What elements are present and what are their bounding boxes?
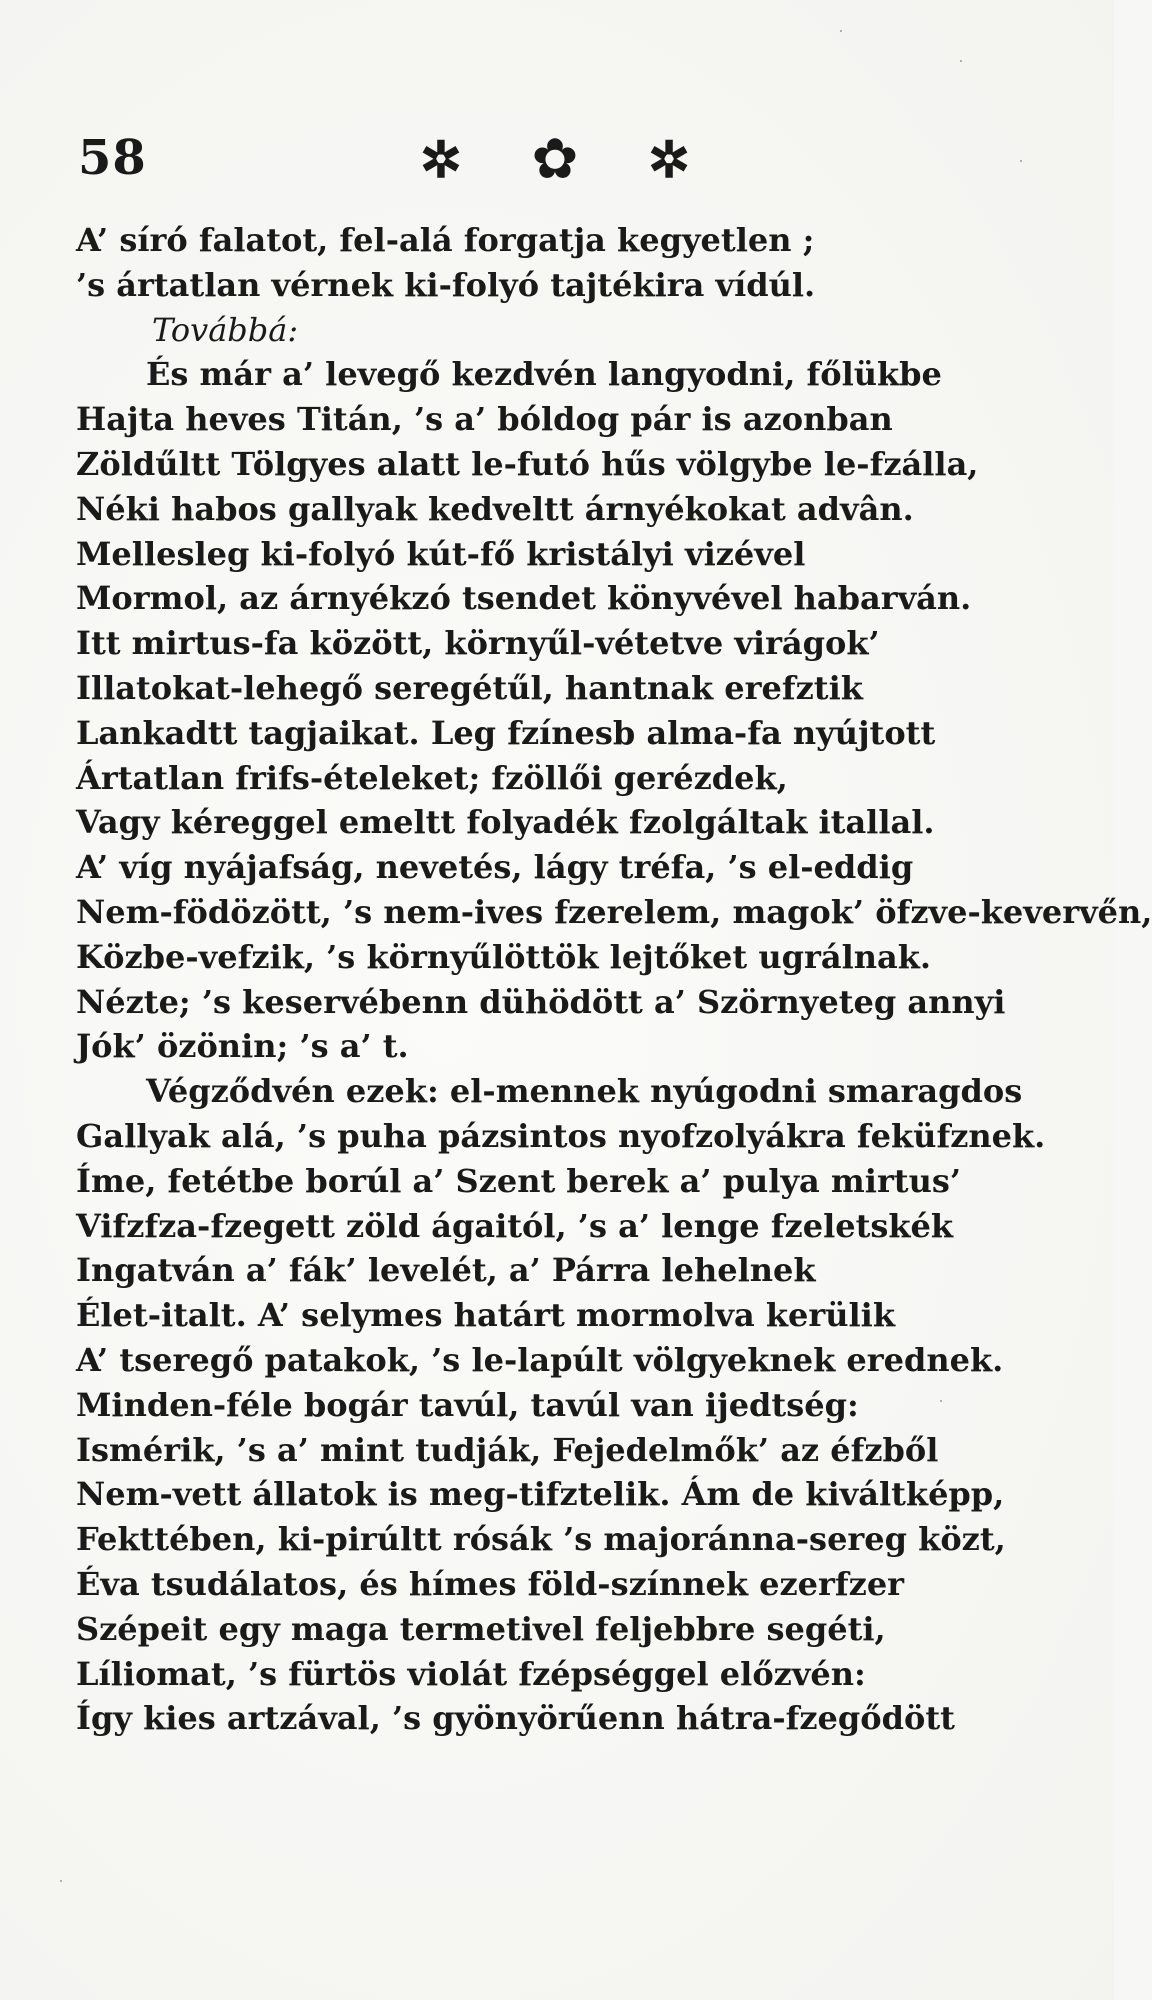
text-line: ’s ártatlan vérnek ki-folyó tajtékira vídúl. xyxy=(76,265,816,304)
text-line: Ártatlan frifs-ételeket; fzöllői gerézdek, xyxy=(76,758,788,797)
text-line: És már a’ levegő kezdvén langyodni, főlükbe xyxy=(146,355,942,394)
text-line: Íme, fetétbe borúl a’ Szent berek a’ pulya mirtus’ xyxy=(76,1161,961,1200)
text-line: Ingatván a’ fák’ levelét, a’ Párra lehelnek xyxy=(76,1251,816,1290)
text-line: Líliomat, ’s fürtös violát fzépséggel előzvén: xyxy=(76,1654,866,1693)
text-line: A’ síró falatot, fel-alá forgatja kegyetlen ; xyxy=(76,221,815,259)
text-line: Végződvén ezek: el-mennek nyúgodni smaragdos xyxy=(146,1072,1023,1111)
text-line: Hajta heves Titán, ’s a’ bóldog pár is azonban xyxy=(76,400,893,439)
text-line: Szépeit egy maga termetivel feljebbre segéti, xyxy=(76,1609,886,1648)
text-line: Ismérik, ’s a’ mint tudják, Fejedelmők’ az éfzből xyxy=(76,1430,939,1469)
page-number: 58 xyxy=(78,130,147,186)
paper-speck xyxy=(840,30,842,32)
decorative-star-icon: ✲ xyxy=(648,130,690,189)
paper-speck xyxy=(1020,160,1022,162)
text-line: Mellesleg ki-folyó kút-fő kristályi vizével xyxy=(76,534,806,573)
header-ornament xyxy=(420,128,690,192)
text-line: Nem-födözött, ’s nem-ives fzerelem, magok’ öfzve-keverve̋n, xyxy=(76,892,1152,931)
text-line: Minden-féle bogár tavúl, tavúl van ijedtség: xyxy=(76,1385,859,1424)
text-line: Vifzfza-fzegett zöld ágaitól, ’s a’ lenge fzeletskék xyxy=(76,1206,954,1245)
text-line: Vagy kéreggel emeltt folyadék fzolgáltak itallal. xyxy=(76,803,935,842)
text-line: Gallyak alá, ’s puha pázsintos nyofzolyákra feküfznek. xyxy=(76,1116,1046,1155)
text-line: Így kies artzával, ’s gyönyörűenn hátra-fzegődött xyxy=(76,1699,955,1738)
text-line: Zöldűltt Tölgyes alatt le-futó hűs völgybe le-fzálla, xyxy=(76,444,979,483)
text-line: Néki habos gallyak kedveltt árnyékokat advân. xyxy=(76,489,914,528)
poem-text xyxy=(76,218,1152,1741)
text-line: Fekttében, ki-pirúltt rósák ’s majoránna-sereg közt, xyxy=(76,1520,1006,1559)
decorative-star-icon: ✲ xyxy=(420,130,462,189)
text-line: Lankadtt tagjaikat. Leg fzínesb alma-fa nyújtott xyxy=(76,713,936,752)
text-line: Itt mirtus-fa között, környűl-vétetve virágok’ xyxy=(76,624,880,663)
text-line: A’ tseregő patakok, ’s le-lapúlt völgyeknek erednek. xyxy=(76,1340,1004,1379)
text-line: Közbe-vefzik, ’s környűlöttök lejtőket ugrálnak. xyxy=(76,937,932,976)
text-line: Éva tsudálatos, és hímes föld-színnek ezerfzer xyxy=(76,1564,905,1603)
text-line: Nem-vett állatok is meg-tifztelik. Ám de kiváltképp, xyxy=(76,1475,1005,1514)
paper-speck xyxy=(940,1400,942,1402)
text-line: Élet-italt. A’ selymes határt mormolva kerülik xyxy=(76,1296,895,1335)
text-line: Jók’ özönin; ’s a’ t. xyxy=(76,1027,409,1066)
text-line: A’ víg nyájafság, nevetés, lágy tréfa, ’s el-eddig xyxy=(76,848,914,887)
paper-speck xyxy=(960,60,962,62)
text-line: Mormol, az árnyékzó tsendet könyvével habarván. xyxy=(76,579,972,618)
text-line-heading: Továbbá: xyxy=(152,310,299,349)
paper-speck xyxy=(60,1880,62,1882)
text-line: Nézte; ’s keservébenn dühödött a’ Szörnyeteg annyi xyxy=(76,982,1006,1021)
decorative-flower-icon: ✿ xyxy=(531,127,579,192)
text-line: Illatokat-lehegő seregétűl, hantnak erefztik xyxy=(76,668,863,707)
